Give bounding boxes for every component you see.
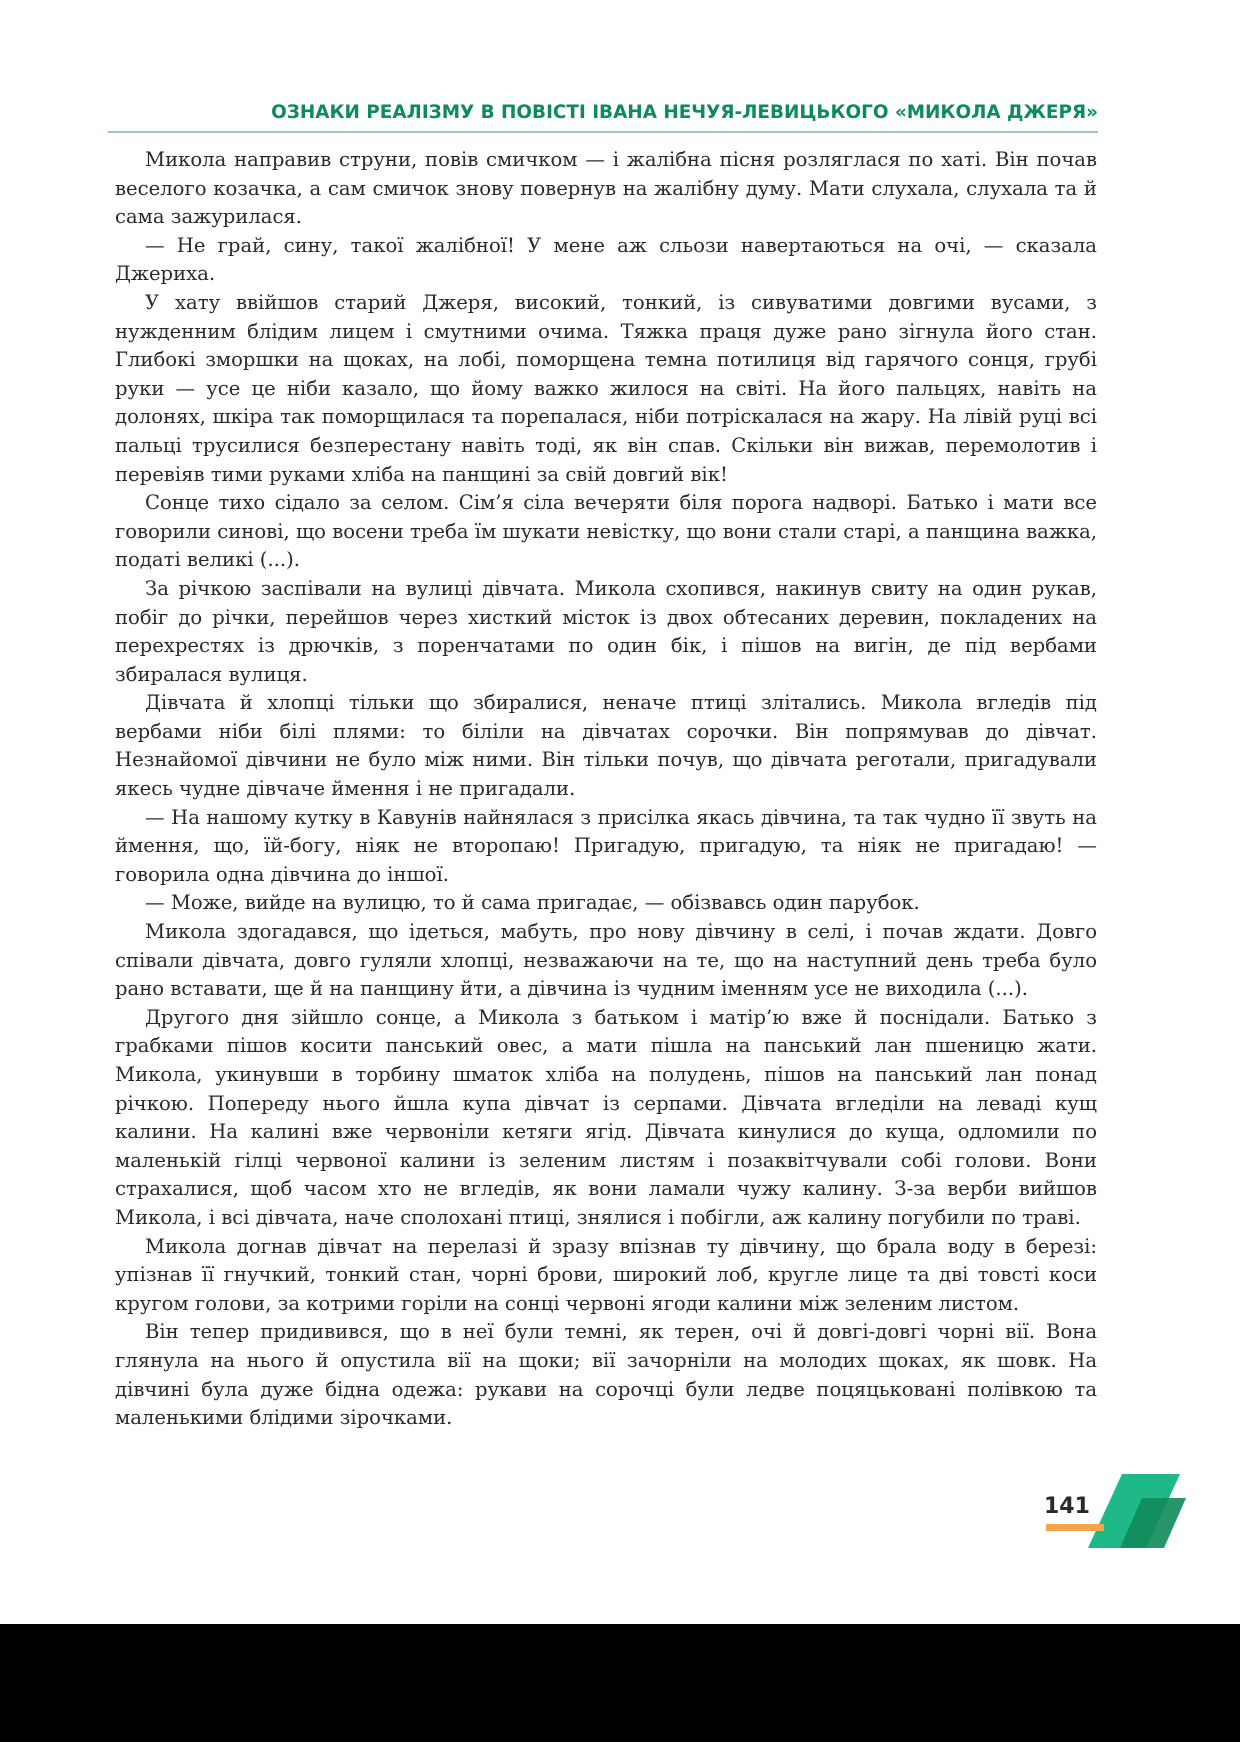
paragraph-1: Микола направив струни, повів смичком — і жалібна пісня розляглася по хаті. Він почав веселого козачка, а сам смичок знову повернув на жалібну думу. Мати слухала, слухала та й сама зажурилася.	[115, 148, 1097, 229]
running-header-title: ОЗНАКИ РЕАЛІЗМУ В ПОВІСТІ ІВАНА НЕЧУЯ-ЛЕВИЦЬКОГО «МИКОЛА ДЖЕРЯ»	[271, 102, 1098, 123]
paragraph-5: За річкою заспівали на вулиці дівчата. Микола схопився, накинув свиту на один рукав, побіг до річки, перейшов через хисткий місток із двох обтесаних деревин, покладених на перехрестях із дрючків, з поренчатами по один бік, і пішов на вигін, де під вербами збиралася вулиця.	[115, 576, 1097, 686]
paragraph-6: Дівчата й хлопці тільки що збиралися, неначе птиці злітались. Микола вгледів під вербами ніби білі плями: то біліли на дівчатах сорочки. Він попрямував до дівчат. Незнайомої дівчини не було між ними. Він тільки почув, що дівчата реготали, пригадували якесь чудне дівчаче ймення і не пригадали.	[115, 691, 1097, 801]
paragraph-4: Сонце тихо сідало за селом. Сім’я сіла вечеряти біля порога надворі. Батько і мати все говорили синові, що восени треба їм шукати невістку, що вони стали старі, а панщина важка, податі великі (...).	[115, 491, 1097, 572]
paragraph-12: Він тепер придивився, що в неї були темні, як терен, очі й довгі-довгі чорні вії. Вона глянула на нього й опустила вії на щоки; вії зачорніли на молодих щоках, як шовк. На дівчині була дуже бідна одежа: рукави на сорочці були ледве поцяцьковані полівкою та маленькими блідими зірочками.	[115, 1320, 1097, 1430]
paragraph-2: — Не грай, сину, такої жалібної! У мене аж сльози навертаються на очі, — сказала Джериха.	[115, 233, 1097, 286]
page-header	[108, 100, 1098, 136]
text-body	[115, 146, 1097, 1433]
bottom-black-band	[0, 1624, 1240, 1742]
page-number: 141	[1044, 1494, 1090, 1519]
page-number-underline	[1046, 1524, 1104, 1531]
header-rule	[108, 131, 1098, 133]
paragraph-9: Микола здогадався, що ідеться, мабуть, про нову дівчину в селі, і почав ждати. Довго співали дівчата, довго гуляли хлопці, незважаючи на те, що на наступний день треба було рано вставати, ще й на панщину йти, а дівчина із чудним іменням усе не виходила (...).	[115, 920, 1097, 1001]
paragraph-11: Микола догнав дівчат на перелазі й зразу впізнав ту дівчину, що брала воду в березі: упізнав її гнучкий, тонкий стан, чорні брови, широкий лоб, кругле лице та дві товсті коси кругом голови, за котрими горіли на сонці червоні ягоди калини між зеленим листом.	[115, 1234, 1097, 1315]
paragraph-3: У хату ввійшов старий Джеря, високий, тонкий, із сивуватими довгими вусами, з нужденним блідим лицем і смутними очима. Тяжка праця дуже рано зігнула його стан. Глибокі зморшки на щоках, на лобі, поморщена темна потилиця від гарячого сонця, грубі руки — усе це ніби казало, що йому важко жилося на світі. На його пальцях, навіть на долонях, шкіра так поморщилася та порепалася, ніби потріскалася на жару. На лівій руці всі пальці трусилися безперестану навіть тоді, як він спав. Скільки він вижав, перемолотив і перевіяв тими руками хліба на панщині за свій довгий вік!	[115, 290, 1097, 486]
paragraph-7: — На нашому кутку в Кавунів найнялася з присілка якась дівчина, та так чудно її звуть на ймення, що, їй-богу, ніяк не второпаю! Пригадую, пригадую, та ніяк не пригадаю! — говорила одна дівчина до іншої.	[115, 805, 1097, 886]
paragraph-10: Другого дня зійшло сонце, а Микола з батьком і матір’ю вже й поснідали. Батько з грабками пішов косити панський овес, а мати пішла на панський лан пшеницю жати. Микола, укинувши в торбину шматок хліба на полудень, пішов на панський лан понад річкою. Попереду нього йшла купа дівчат із серпами. Дівчата вгледіли на леваді кущ калини. На калині вже червоніли кетяги ягід. Дівчата кинулися до куща, одломили по маленькій гілці червоної калини із зеленим листям і позаквітчували собі голови. Вони страхалися, щоб часом хто не вгледів, як вони ламали чужу калину. З-за верби вийшов Микола, і всі дівчата, наче сполохані птиці, знялися і побігли, аж калину погубили по траві.	[115, 1005, 1097, 1229]
paragraph-8: — Може, вийде на вулицю, то й сама пригадає, — обізвавсь один парубок.	[145, 891, 920, 915]
page-footer	[1030, 1468, 1200, 1548]
